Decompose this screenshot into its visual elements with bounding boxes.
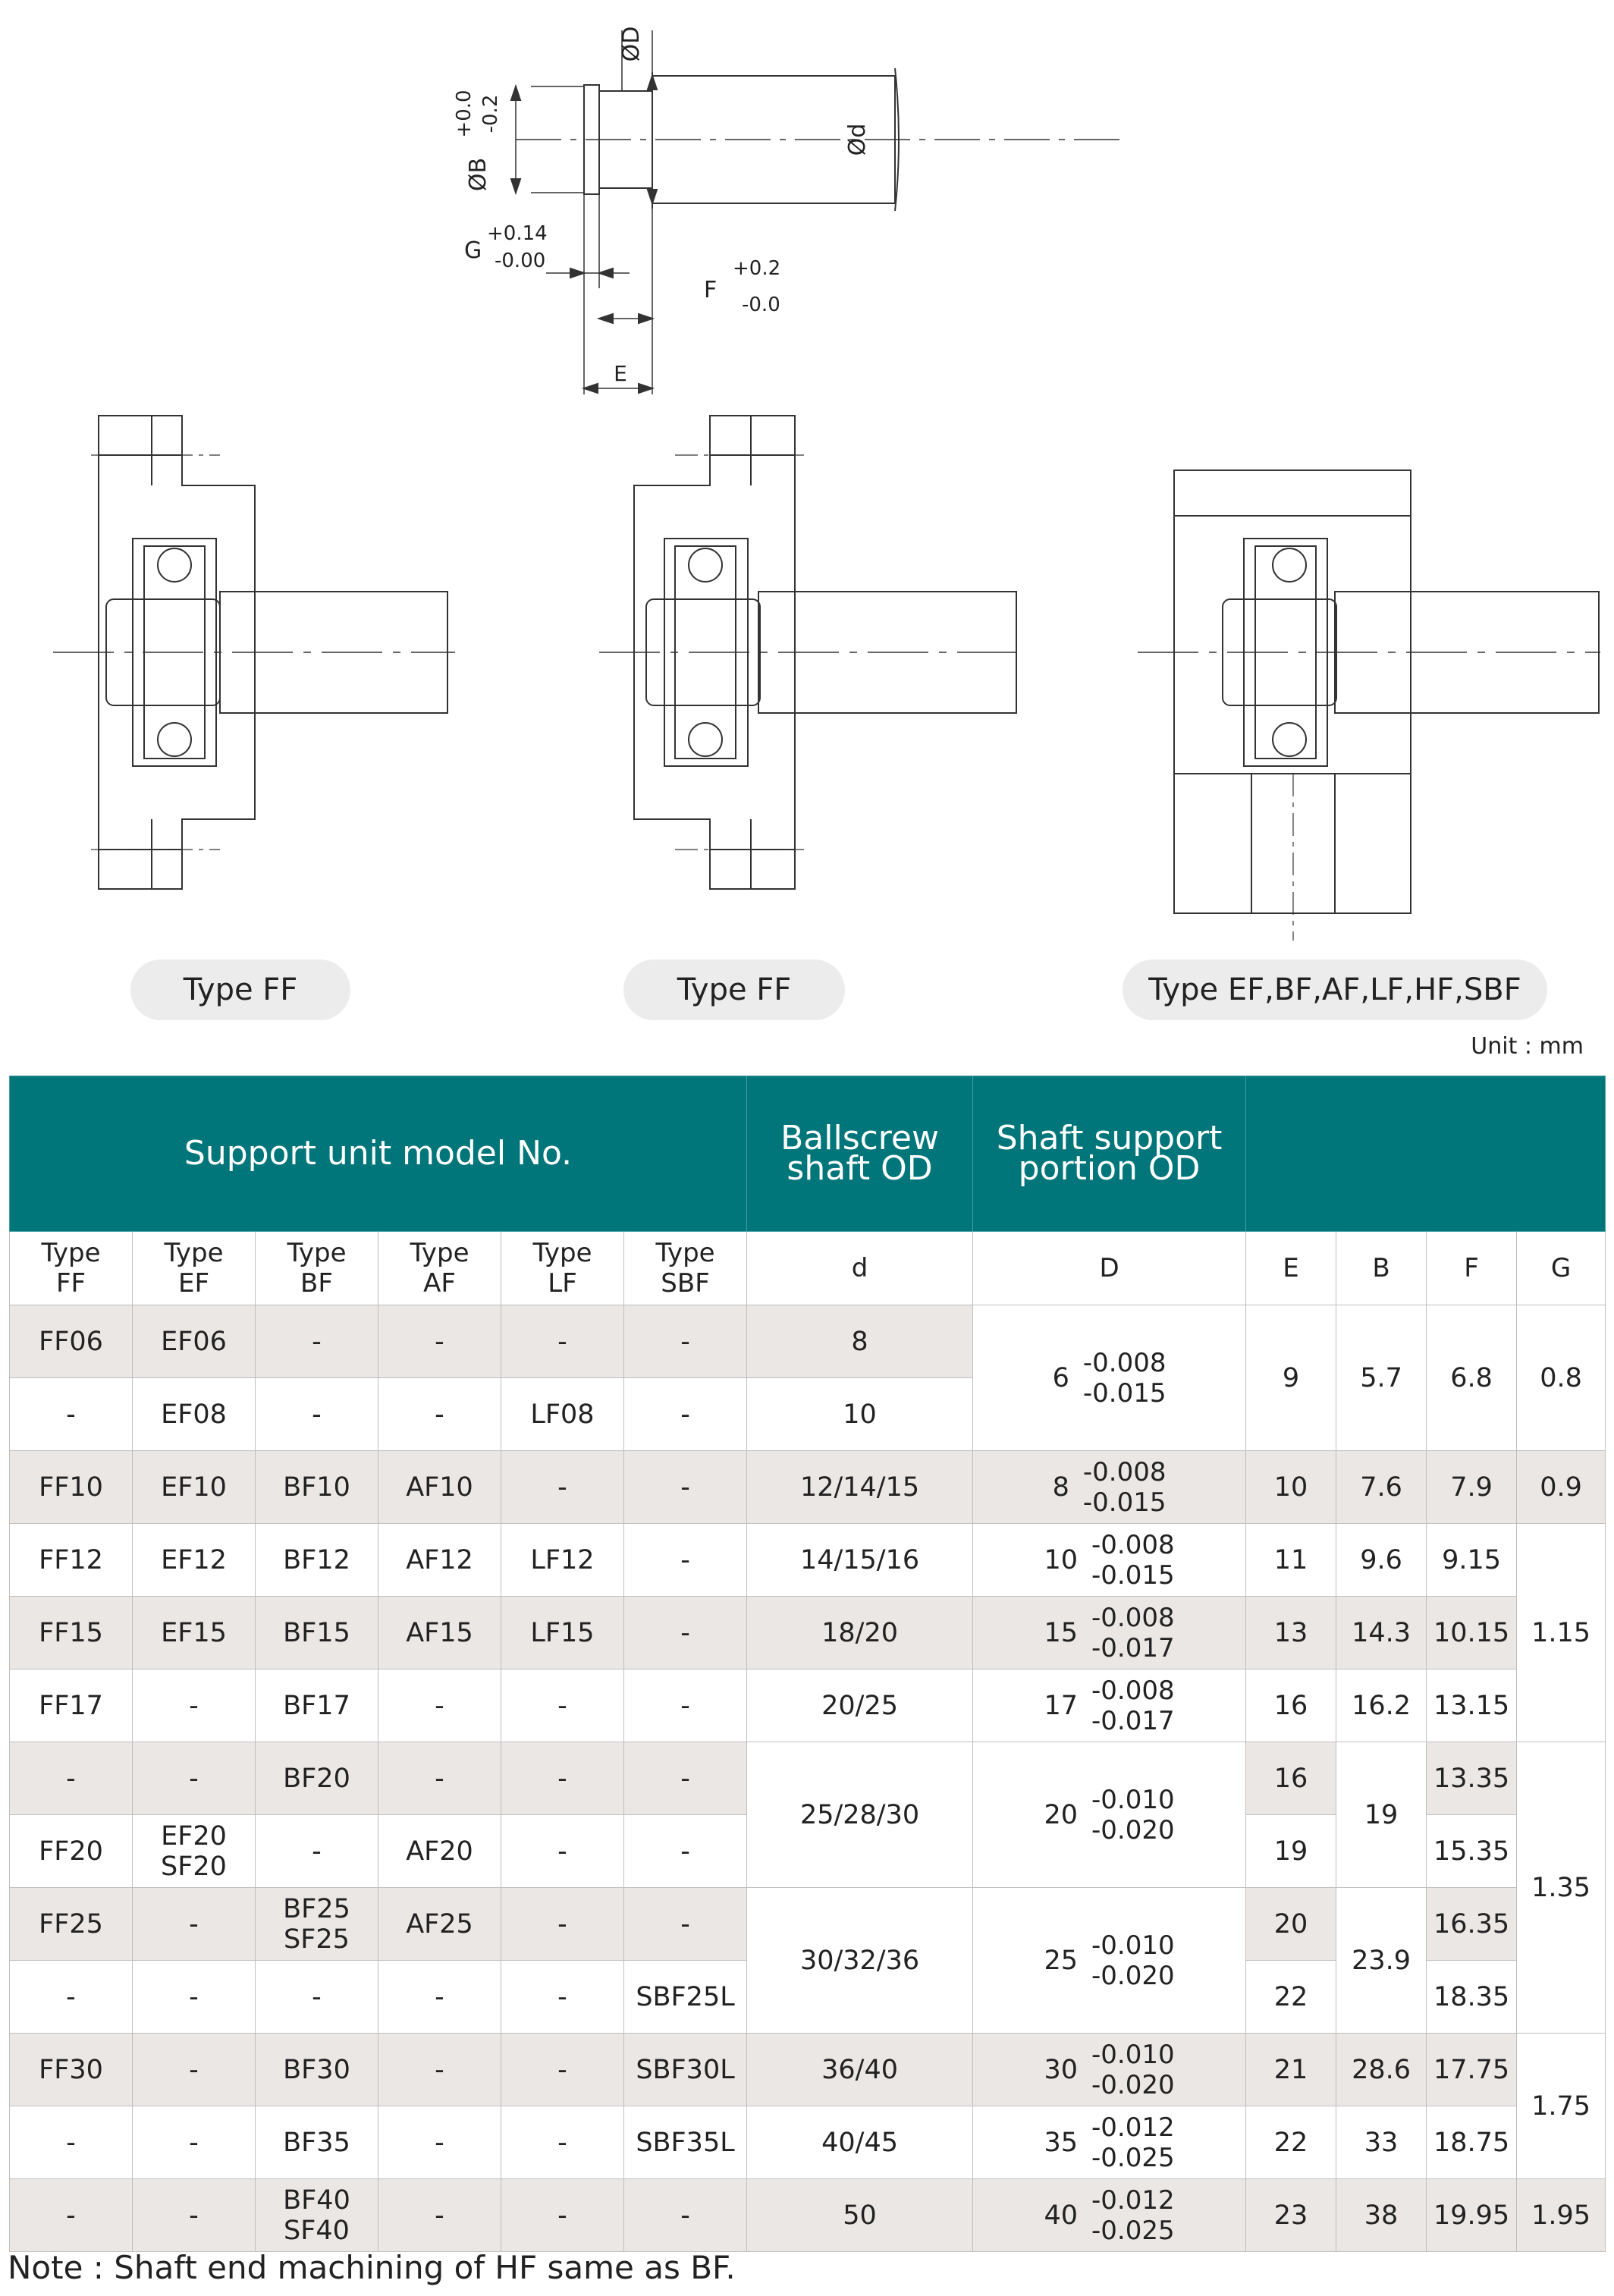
B-cell: 19 (1336, 1742, 1427, 1888)
d-cell: 18/20 (747, 1597, 973, 1669)
model-af-cell: - (378, 2179, 501, 2252)
model-lf-cell: - (501, 1742, 624, 1815)
D-nominal: 6 (1052, 1362, 1069, 1393)
model-ff-cell: FF20 (10, 1815, 133, 1888)
model-bf-line: BF25 (283, 1893, 350, 1924)
F-cell: 18.75 (1427, 2106, 1517, 2179)
d-cell: 30/32/36 (747, 1888, 973, 2034)
G-cell: 0.8 (1517, 1305, 1606, 1451)
model-bf-cell: - (256, 1378, 378, 1451)
model-bf-cell: BF35 (256, 2106, 378, 2179)
model-af-cell: - (378, 1742, 501, 1815)
G-cell: 0.9 (1517, 1451, 1606, 1524)
header-ballscrew-l2: shaft OD (787, 1149, 933, 1188)
shaft-end-detail (511, 30, 1123, 394)
model-bf-cell: BF12 (256, 1524, 378, 1597)
footnote: Note : Shaft end machining of HF same as BF. (8, 2249, 736, 2286)
header-ballscrew (747, 1076, 973, 1232)
D-cell (973, 1669, 1246, 1742)
assembly-type-ff-1 (53, 416, 455, 889)
model-ef-line: SF20 (161, 1851, 227, 1882)
D-tolerance-values (1091, 1930, 1175, 1991)
sub-G: G (1517, 1232, 1606, 1305)
d-cell: 14/15/16 (747, 1524, 973, 1597)
D-tolerance-values (1091, 2185, 1175, 2246)
D-tol-lower: -0.015 (1091, 1559, 1175, 1591)
model-bf-cell: BF17 (256, 1669, 378, 1742)
model-ff-cell: FF10 (10, 1451, 133, 1524)
E-cell: 10 (1246, 1451, 1336, 1524)
D-cell (973, 1305, 1246, 1451)
D-tol-lower: -0.020 (1091, 1960, 1175, 1991)
E-cell: 16 (1246, 1669, 1336, 1742)
B-cell: 23.9 (1336, 1888, 1427, 2034)
model-af-cell: AF20 (378, 1815, 501, 1888)
D-tolerance-values (1091, 1785, 1175, 1845)
header-ballscrew-l1: Ballscrew (780, 1119, 939, 1157)
model-ff-cell: - (10, 1961, 133, 2034)
model-bf-cell: - (256, 1961, 378, 2034)
D-tolerance (1053, 1457, 1167, 1518)
model-af-cell: - (378, 1961, 501, 2034)
E-cell: 20 (1246, 1888, 1336, 1961)
sub-type-code: SBF (661, 1268, 710, 1299)
model-af-cell: AF25 (378, 1888, 501, 1961)
F-cell: 6.8 (1427, 1305, 1517, 1451)
G-tol-upper: +0.14 (487, 222, 548, 245)
D-tolerance (1044, 2112, 1174, 2173)
sub-B: B (1336, 1232, 1427, 1305)
technical-drawings (0, 0, 1614, 986)
model-sbf-cell: - (624, 1378, 747, 1451)
F-tol-lower: -0.0 (742, 294, 780, 316)
E-cell: 11 (1246, 1524, 1336, 1597)
model-sbf-cell: - (624, 1597, 747, 1669)
D-tolerance-values (1091, 2040, 1175, 2100)
table-row (10, 1597, 1606, 1669)
sub-type-word: Type (41, 1238, 101, 1268)
B-cell: 28.6 (1336, 2034, 1427, 2106)
F-cell: 7.9 (1427, 1451, 1517, 1524)
sub-type-code: AF (423, 1268, 456, 1299)
D-nominal: 25 (1044, 1945, 1079, 1976)
D-tol-upper: -0.008 (1091, 1602, 1175, 1633)
B-cell: 33 (1336, 2106, 1427, 2179)
D-tol-upper: -0.012 (1091, 2112, 1175, 2143)
B-cell: 5.7 (1336, 1305, 1427, 1451)
model-bf-cell (256, 2179, 378, 2252)
D-tolerance-values (1091, 1603, 1175, 1663)
model-bf-cell: BF10 (256, 1451, 378, 1524)
D-tol-upper: -0.008 (1091, 1529, 1175, 1560)
sub-type-word: Type (532, 1238, 592, 1268)
label-E: E (614, 361, 627, 386)
model-ef-cell: - (133, 2034, 256, 2106)
model-ef-cell: - (133, 2179, 256, 2252)
D-tol-upper: -0.008 (1082, 1347, 1167, 1378)
sub-type-code: FF (55, 1268, 86, 1299)
model-lf-cell: LF08 (501, 1378, 624, 1451)
D-tolerance (1053, 1348, 1167, 1409)
D-tol-lower: -0.020 (1091, 2069, 1175, 2100)
model-lf-cell: - (501, 1305, 624, 1378)
model-sbf-cell: - (624, 1305, 747, 1378)
model-ef-cell: EF06 (133, 1305, 256, 1378)
sub-type-code: BF (300, 1268, 333, 1299)
table-row (10, 2179, 1606, 2252)
label-G: G (464, 237, 482, 264)
header-blank (1246, 1076, 1606, 1232)
D-nominal: 8 (1052, 1472, 1069, 1503)
model-ff-cell: FF12 (10, 1524, 133, 1597)
D-cell (973, 2106, 1246, 2179)
D-tolerance (1044, 2185, 1174, 2246)
model-lf-cell: - (501, 1961, 624, 2034)
F-cell: 17.75 (1427, 2034, 1517, 2106)
G-cell: 1.35 (1517, 1742, 1606, 2034)
G-tol-lower: -0.00 (495, 250, 546, 272)
sub-type-word: Type (287, 1238, 347, 1268)
model-ef-cell: - (133, 1669, 256, 1742)
model-ff-cell: FF06 (10, 1305, 133, 1378)
B-cell: 38 (1336, 2179, 1427, 2252)
model-ef-cell: - (133, 1888, 256, 1961)
sub-type-lf (501, 1232, 624, 1305)
model-bf-cell: - (256, 1305, 378, 1378)
D-tolerance (1044, 1930, 1174, 1991)
assembly-type-ff-2 (599, 416, 1016, 889)
model-sbf-cell: SBF25L (624, 1961, 747, 2034)
model-ff-cell: FF17 (10, 1669, 133, 1742)
sub-type-code: LF (548, 1268, 577, 1299)
D-tol-upper: -0.008 (1091, 1675, 1175, 1706)
sub-type-code: EF (177, 1268, 210, 1299)
D-tol-lower: -0.017 (1091, 1632, 1175, 1663)
D-cell (973, 1524, 1246, 1597)
E-cell: 23 (1246, 2179, 1336, 2252)
D-tolerance-values (1083, 1457, 1167, 1518)
E-cell: 16 (1246, 1742, 1336, 1815)
D-nominal: 35 (1044, 2127, 1079, 2158)
model-ef-cell: - (133, 1742, 256, 1815)
model-bf-cell: BF20 (256, 1742, 378, 1815)
E-cell: 13 (1246, 1597, 1336, 1669)
d-cell: 36/40 (747, 2034, 973, 2106)
model-ff-cell: FF15 (10, 1597, 133, 1669)
model-sbf-cell: SBF35L (624, 2106, 747, 2179)
model-af-cell: AF10 (378, 1451, 501, 1524)
table-row (10, 1669, 1606, 1742)
table-row (10, 2034, 1606, 2106)
B-cell: 9.6 (1336, 1524, 1427, 1597)
model-af-cell: - (378, 1669, 501, 1742)
model-ef-cell: - (133, 1961, 256, 2034)
model-af-cell: - (378, 1378, 501, 1451)
D-nominal: 30 (1044, 2054, 1079, 2085)
label-D: ØD (618, 26, 645, 62)
D-tolerance (1044, 1530, 1174, 1591)
D-tol-upper: -0.010 (1091, 1930, 1175, 1961)
model-sbf-cell: - (624, 2179, 747, 2252)
d-cell: 50 (747, 2179, 973, 2252)
D-nominal: 10 (1044, 1544, 1079, 1575)
d-cell: 12/14/15 (747, 1451, 973, 1524)
sub-type-af (378, 1232, 501, 1305)
model-lf-cell: LF15 (501, 1597, 624, 1669)
sub-type-word: Type (164, 1238, 224, 1268)
label-d: Ød (844, 123, 871, 156)
sub-F: F (1427, 1232, 1517, 1305)
header-shaft (973, 1076, 1246, 1232)
label-B: ØB (465, 157, 491, 192)
D-tol-upper: -0.010 (1091, 1784, 1175, 1815)
D-cell (973, 1597, 1246, 1669)
table-row (10, 1742, 1606, 1815)
d-cell: 40/45 (747, 2106, 973, 2179)
F-cell: 13.15 (1427, 1669, 1517, 1742)
unit-label: Unit : mm (1471, 1033, 1584, 1060)
model-ff-cell: - (10, 1378, 133, 1451)
model-sbf-cell: - (624, 1669, 747, 1742)
assembly-type-ef (1138, 470, 1600, 941)
model-af-cell: AF15 (378, 1597, 501, 1669)
model-af-cell: - (378, 2106, 501, 2179)
model-af-cell: - (378, 2034, 501, 2106)
F-cell: 13.35 (1427, 1742, 1517, 1815)
d-cell: 10 (747, 1378, 973, 1451)
sub-type-sbf (624, 1232, 747, 1305)
sub-D: D (973, 1232, 1246, 1305)
G-cell: 1.15 (1517, 1524, 1606, 1742)
D-tol-lower: -0.015 (1082, 1487, 1167, 1518)
D-tolerance (1044, 1676, 1174, 1736)
model-lf-cell: - (501, 1451, 624, 1524)
model-ef-line: EF20 (161, 1820, 227, 1852)
label-F: F (704, 277, 718, 303)
model-lf-cell: - (501, 2106, 624, 2179)
table-row (10, 1451, 1606, 1524)
model-sbf-cell: SBF30L (624, 2034, 747, 2106)
model-bf-line: BF40 (283, 2184, 350, 2216)
model-ff-cell: - (10, 1742, 133, 1815)
table-row (10, 1305, 1606, 1378)
F-cell: 9.15 (1427, 1524, 1517, 1597)
F-cell: 18.35 (1427, 1961, 1517, 2034)
D-tolerance-values (1091, 1530, 1175, 1591)
B-cell: 16.2 (1336, 1669, 1427, 1742)
F-cell: 16.35 (1427, 1888, 1517, 1961)
model-lf-cell: - (501, 2179, 624, 2252)
model-sbf-cell: - (624, 1742, 747, 1815)
D-nominal: 20 (1044, 1799, 1079, 1830)
type-label-ff-2: Type FF (623, 960, 845, 1020)
sub-d: d (747, 1232, 973, 1305)
B-tol-lower: -0.2 (479, 94, 502, 133)
model-af-cell: AF12 (378, 1524, 501, 1597)
E-cell: 9 (1246, 1305, 1336, 1451)
D-cell (973, 1451, 1246, 1524)
F-tol-upper: +0.2 (733, 257, 781, 280)
model-ff-cell: - (10, 2179, 133, 2252)
model-ef-cell: EF08 (133, 1378, 256, 1451)
D-tolerance (1044, 2040, 1174, 2100)
model-ff-cell: FF25 (10, 1888, 133, 1961)
D-tolerance-values (1083, 1348, 1167, 1409)
model-ef-cell: - (133, 2106, 256, 2179)
D-cell (973, 2034, 1246, 2106)
d-cell: 20/25 (747, 1669, 973, 1742)
F-cell: 15.35 (1427, 1815, 1517, 1888)
model-ef-cell: EF15 (133, 1597, 256, 1669)
model-sbf-cell: - (624, 1451, 747, 1524)
model-sbf-cell: - (624, 1524, 747, 1597)
D-tolerance (1044, 1603, 1174, 1663)
E-cell: 21 (1246, 2034, 1336, 2106)
D-tolerance-values (1091, 2112, 1175, 2173)
D-tol-lower: -0.025 (1091, 2142, 1175, 2173)
header-shaft-l2: portion OD (1018, 1149, 1201, 1188)
F-cell: 10.15 (1427, 1597, 1517, 1669)
d-cell: 25/28/30 (747, 1742, 973, 1888)
model-bf-cell (256, 1888, 378, 1961)
E-cell: 22 (1246, 2106, 1336, 2179)
model-sbf-cell: - (624, 1888, 747, 1961)
B-cell: 14.3 (1336, 1597, 1427, 1669)
D-tolerance (1044, 1785, 1174, 1845)
model-lf-cell: LF12 (501, 1524, 624, 1597)
table-row (10, 1888, 1606, 1961)
model-bf-cell: BF30 (256, 2034, 378, 2106)
header-shaft-l1: Shaft support (996, 1119, 1223, 1157)
sub-E: E (1246, 1232, 1336, 1305)
D-tol-upper: -0.008 (1082, 1456, 1167, 1487)
D-tol-lower: -0.015 (1082, 1377, 1167, 1409)
D-nominal: 15 (1044, 1617, 1079, 1648)
D-cell (973, 1742, 1246, 1888)
model-ef-cell: EF12 (133, 1524, 256, 1597)
sub-type-word: Type (655, 1238, 715, 1268)
D-tol-upper: -0.012 (1091, 2184, 1175, 2216)
model-af-cell: - (378, 1305, 501, 1378)
model-ef-cell: EF10 (133, 1451, 256, 1524)
G-cell: 1.75 (1517, 2034, 1606, 2179)
table-row (10, 1524, 1606, 1597)
model-bf-cell: BF15 (256, 1597, 378, 1669)
model-bf-cell: - (256, 1815, 378, 1888)
model-lf-cell: - (501, 2034, 624, 2106)
spec-table (9, 1076, 1606, 2252)
model-lf-cell: - (501, 1888, 624, 1961)
table-row (10, 2106, 1606, 2179)
sub-type-ff (10, 1232, 133, 1305)
model-ff-cell: - (10, 2106, 133, 2179)
D-tolerance-values (1091, 1676, 1175, 1736)
model-bf-line: SF25 (284, 1924, 350, 1955)
B-tol-upper: +0.0 (453, 90, 476, 138)
model-lf-cell: - (501, 1815, 624, 1888)
model-ef-cell (133, 1815, 256, 1888)
type-label-ef: Type EF,BF,AF,LF,HF,SBF (1123, 960, 1547, 1020)
D-tol-lower: -0.025 (1091, 2215, 1175, 2246)
D-tol-upper: -0.010 (1091, 2039, 1175, 2070)
model-sbf-cell: - (624, 1815, 747, 1888)
model-bf-line: SF40 (284, 2215, 350, 2246)
D-tol-lower: -0.017 (1091, 1705, 1175, 1736)
E-cell: 19 (1246, 1815, 1336, 1888)
header-model: Support unit model No. (10, 1076, 747, 1232)
F-cell: 19.95 (1427, 2179, 1517, 2252)
B-cell: 7.6 (1336, 1451, 1427, 1524)
G-cell: 1.95 (1517, 2179, 1606, 2252)
sub-type-word: Type (410, 1238, 469, 1268)
D-tol-lower: -0.020 (1091, 1814, 1175, 1845)
D-cell (973, 1888, 1246, 2034)
d-cell: 8 (747, 1305, 973, 1378)
D-nominal: 40 (1044, 2200, 1079, 2231)
D-nominal: 17 (1044, 1690, 1079, 1721)
spec-table-body (10, 1305, 1606, 2252)
model-ff-cell: FF30 (10, 2034, 133, 2106)
sub-type-ef (133, 1232, 256, 1305)
model-lf-cell: - (501, 1669, 624, 1742)
D-cell (973, 2179, 1246, 2252)
type-label-ff-1: Type FF (130, 960, 350, 1020)
sub-type-bf (256, 1232, 378, 1305)
E-cell: 22 (1246, 1961, 1336, 2034)
